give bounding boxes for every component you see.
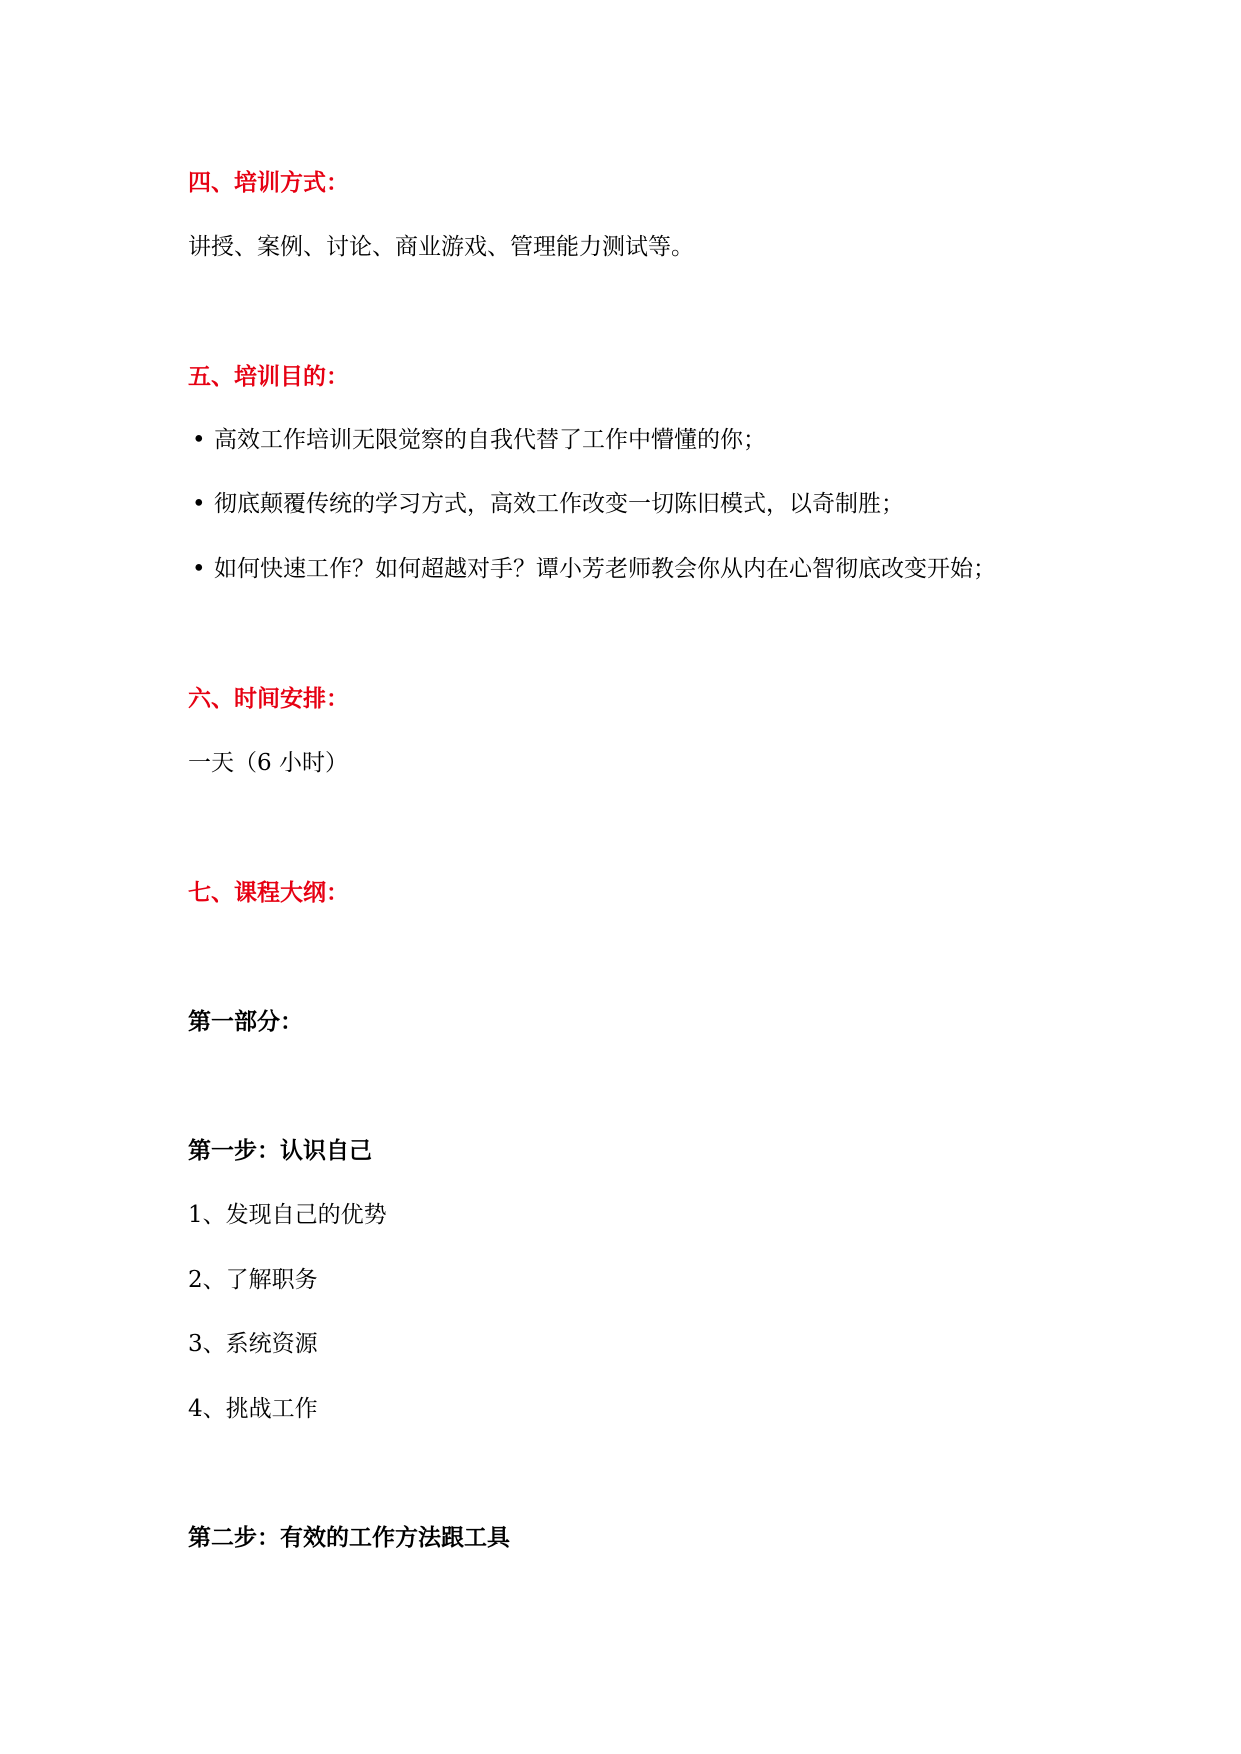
bullet-icon: • — [192, 491, 206, 517]
outline-step-title: 第一步：认识自己 — [188, 1137, 372, 1164]
bullet-icon: • — [192, 427, 206, 453]
outline-step-item: 1、发现自己的优势 — [188, 1202, 387, 1228]
purpose-item — [188, 425, 766, 455]
purpose-item-text: 高效工作培训无限觉察的自我代替了工作中懵懂的你； — [214, 427, 766, 453]
purpose-item — [188, 554, 996, 584]
outline-step-item: 3、系统资源 — [188, 1331, 318, 1357]
outline-part-title: 第一部分： — [188, 1008, 303, 1035]
bullet-icon: • — [192, 556, 206, 582]
section-heading-training-purpose: 五、培训目的： — [188, 363, 349, 390]
purpose-item-text: 如何快速工作？如何超越对手？谭小芳老师教会你从内在心智彻底改变开始； — [214, 556, 996, 582]
training-method-text: 讲授、案例、讨论、商业游戏、管理能力测试等。 — [188, 234, 694, 260]
purpose-item — [188, 489, 904, 519]
section-heading-schedule: 六、时间安排： — [188, 685, 349, 712]
section-heading-course-outline: 七、课程大纲： — [188, 879, 349, 906]
purpose-item-text: 彻底颠覆传统的学习方式，高效工作改变一切陈旧模式，以奇制胜； — [214, 491, 904, 517]
schedule-text: 一天（6 小时） — [188, 750, 348, 776]
section-heading-training-method: 四、培训方式： — [188, 169, 349, 196]
outline-step-title: 第二步：有效的工作方法跟工具 — [188, 1524, 510, 1551]
outline-step-item: 2、了解职务 — [188, 1267, 318, 1293]
outline-step-item: 4、挑战工作 — [188, 1396, 318, 1422]
